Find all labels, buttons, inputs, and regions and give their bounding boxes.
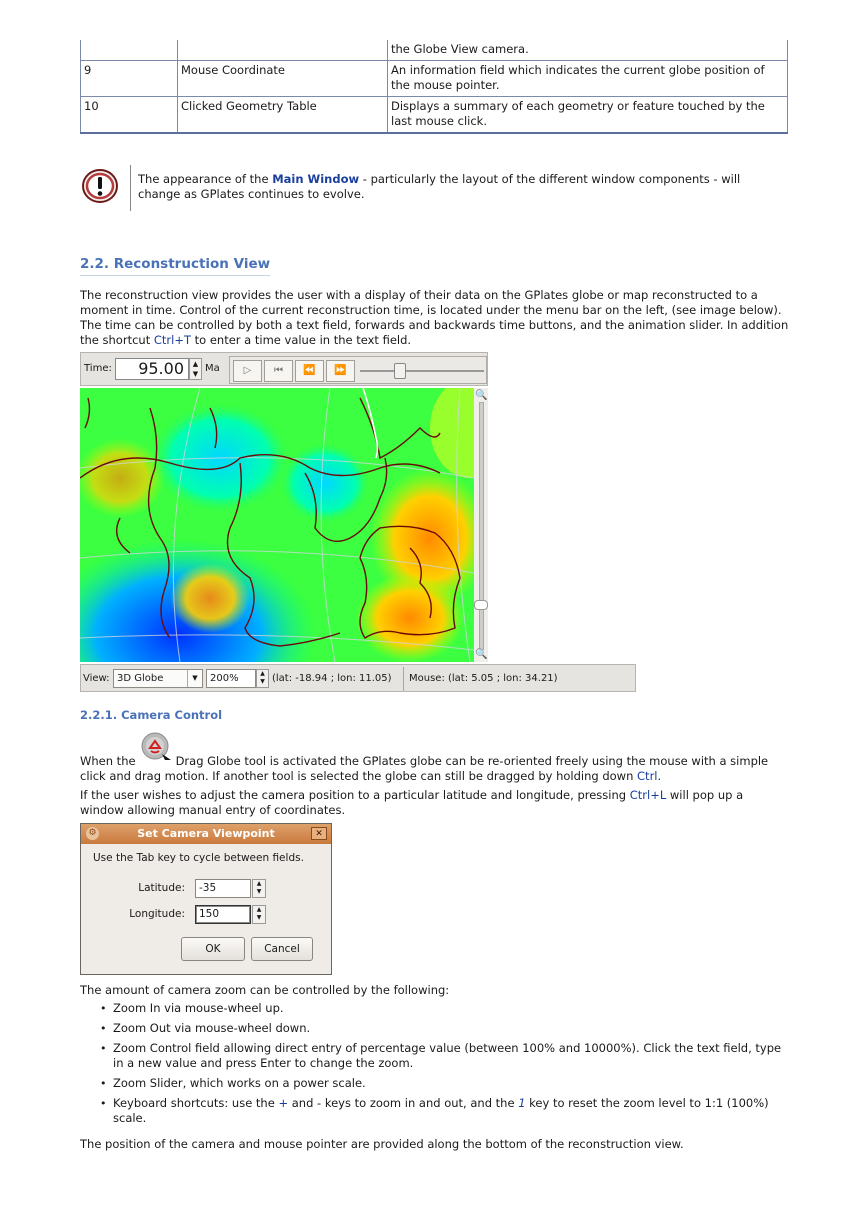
latitude-label: Latitude: — [138, 882, 185, 894]
chevron-up-icon[interactable]: ▲ — [192, 360, 199, 368]
time-label: Time: — [84, 363, 112, 374]
animation-controls — [229, 356, 487, 384]
table-cell-name — [178, 40, 388, 61]
zoom-intro: The amount of camera zoom can be controlled by the following: — [80, 983, 450, 997]
zoom-slider-column — [474, 388, 488, 662]
shortcut-ctrl: Ctrl — [637, 769, 658, 783]
list-item: • Zoom Slider, which works on a power scale. — [80, 1076, 790, 1091]
list-item: • Keyboard shortcuts: use the + and - keys to zoom in and out, and the 1 key to reset the zoom level to 1:1 (100%) scale. — [80, 1096, 790, 1126]
dialog-hint: Use the Tab key to cycle between fields. — [93, 852, 304, 864]
step-forward-button[interactable] — [326, 360, 355, 382]
view-select[interactable]: 3D Globe ▼ — [113, 669, 203, 688]
zoom-input[interactable]: 200% — [206, 669, 256, 688]
fast-forward-icon: ⏩ — [334, 365, 347, 376]
time-toolbar — [80, 352, 488, 386]
table-row — [81, 40, 788, 61]
zoom-spinner[interactable]: ▲ ▼ — [256, 669, 269, 688]
rewind-icon: ⏪ — [303, 365, 316, 376]
component-table — [80, 40, 788, 134]
table-cell-name: Mouse Coordinate — [178, 61, 388, 97]
zoom-out-icon[interactable]: 🔍 — [475, 649, 488, 660]
table-cell-num — [81, 40, 178, 61]
table-cell-desc: the Globe View camera. — [388, 40, 788, 61]
table-cell-num: 10 — [81, 97, 178, 134]
close-icon[interactable]: ✕ — [311, 827, 327, 840]
closing-paragraph: The position of the camera and mouse pointer are provided along the bottom of the reconstruction view. — [80, 1137, 684, 1151]
table-row — [81, 97, 788, 134]
note-text: The appearance of the Main Window - particularly the layout of the different window components - will change as GPlates continues to evolve. — [138, 172, 741, 201]
note-divider — [130, 165, 131, 211]
shortcut-plus: + — [278, 1096, 289, 1110]
shortcut-ctrl-t: Ctrl+T — [153, 333, 191, 347]
cancel-button[interactable]: Cancel — [251, 937, 313, 961]
ok-button[interactable]: OK — [181, 937, 245, 961]
mouse-coordinate: Mouse: (lat: 5.05 ; lon: 34.21) — [409, 673, 558, 684]
camera-paragraph: When the Drag Globe tool is activated the GPlates globe can be re-oriented freely using the mouse with a simple click and drag motion. If another tool is selected the globe can still be dragged by holding down Ctrl. — [80, 754, 769, 783]
longitude-input[interactable]: 150 — [195, 905, 251, 924]
longitude-spinner[interactable]: ▲ ▼ — [252, 905, 266, 924]
latitude-input[interactable]: -35 — [195, 879, 251, 898]
status-separator — [403, 667, 404, 691]
time-spinner[interactable] — [189, 358, 202, 380]
section-title: 2.2. Reconstruction View — [80, 256, 270, 276]
camera-coordinate: (lat: -18.94 ; lon: 11.05) — [272, 673, 392, 684]
list-item: • Zoom In via mouse-wheel up. — [80, 1001, 790, 1016]
table-cell-desc: An information field which indicates the current globe position of the mouse pointer. — [388, 61, 788, 97]
play-button[interactable] — [233, 360, 262, 382]
animation-slider-handle[interactable] — [394, 363, 406, 379]
status-bar — [80, 664, 636, 692]
time-unit: Ma — [205, 363, 220, 374]
subsection-title: 2.2.1. Camera Control — [80, 708, 223, 722]
chevron-down-icon[interactable]: ▼ — [192, 370, 199, 378]
view-label: View: — [83, 673, 110, 684]
table-cell-desc: Displays a summary of each geometry or feature touched by the last mouse click. — [388, 97, 788, 134]
animation-slider[interactable] — [360, 370, 484, 372]
step-back-button[interactable] — [295, 360, 324, 382]
shortcut-one: 1 — [518, 1096, 526, 1110]
list-item: • Zoom Control field allowing direct entry of percentage value (between 100% and 10000%). Click the text field, type in a new value and press Enter to change the zoom. — [80, 1041, 790, 1071]
camera-paragraph-2: If the user wishes to adjust the camera position to a particular latitude and longitude, pressing Ctrl+L will pop up a window allowing manual entry of coordinates. — [80, 788, 744, 817]
table-cell-name: Clicked Geometry Table — [178, 97, 388, 134]
time-input[interactable]: 95.00 — [115, 358, 189, 380]
section-paragraph: The reconstruction view provides the user with a display of their data on the GPlates globe or map reconstructed to a moment in time. Control of the current reconstruction time, is located under the menu bar on the left, (see image below). The time can be controlled by both a text field, forwards and backwards time buttons, and the animation slider. In addition the shortcut Ctrl+T to enter a time value in the text field. — [80, 288, 789, 347]
reset-button[interactable] — [264, 360, 293, 382]
play-icon: ▷ — [243, 365, 252, 376]
reconstruction-view-screenshot — [80, 352, 636, 694]
warning-icon — [82, 168, 118, 204]
dialog-titlebar: Set Camera Viewpoint — [81, 824, 331, 844]
zoom-methods-list — [80, 1001, 790, 1131]
table-row — [81, 61, 788, 97]
window-menu-icon[interactable]: ⚙ — [86, 827, 99, 840]
zoom-slider-handle[interactable] — [474, 600, 488, 610]
globe-canvas[interactable] — [80, 388, 474, 662]
list-item: • Zoom Out via mouse-wheel down. — [80, 1021, 790, 1036]
longitude-label: Longitude: — [129, 908, 185, 920]
shortcut-ctrl-l: Ctrl+L — [629, 788, 667, 802]
main-window-link[interactable]: Main Window — [272, 172, 360, 186]
latitude-spinner[interactable]: ▲ ▼ — [252, 879, 266, 898]
zoom-slider[interactable] — [479, 402, 484, 650]
table-cell-num: 9 — [81, 61, 178, 97]
skip-back-icon: ⏮ — [274, 365, 283, 376]
camera-viewpoint-dialog — [80, 823, 332, 975]
chevron-down-icon: ▼ — [187, 670, 202, 687]
zoom-in-icon[interactable]: 🔍 — [475, 390, 488, 401]
